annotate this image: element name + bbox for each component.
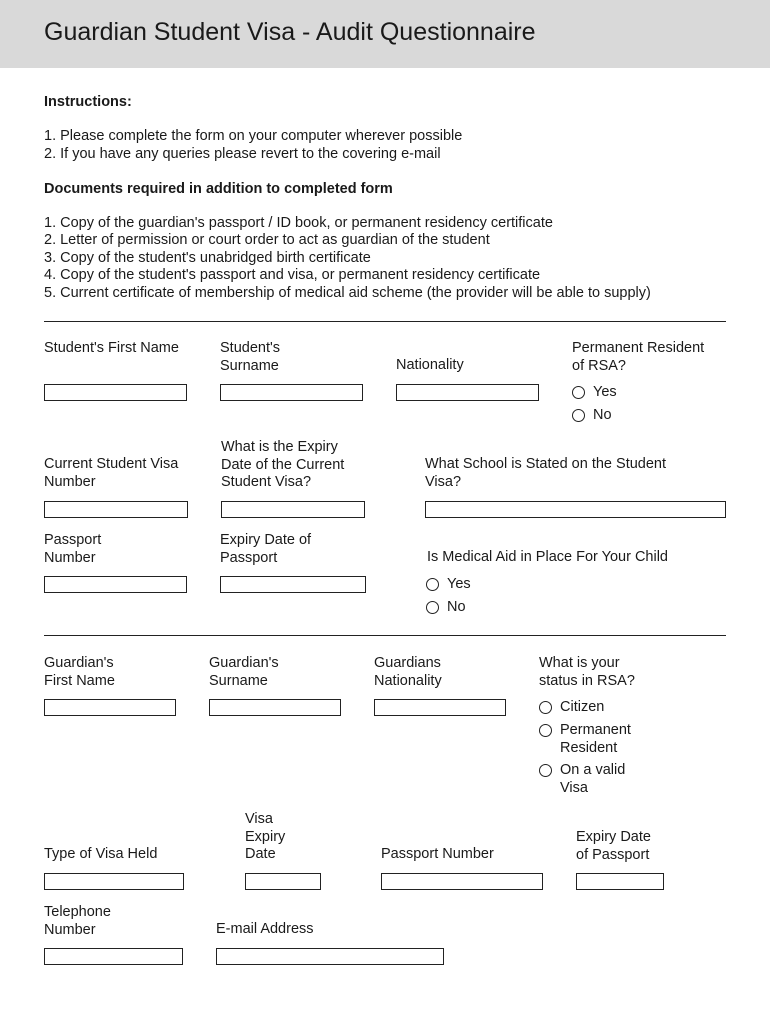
- passport-expiry-label: Expiry Date of Passport: [220, 532, 312, 566]
- permanent-resident-yes-radio[interactable]: [572, 384, 617, 402]
- guardian-passport-expiry-label: Expiry Date of Passport: [576, 829, 651, 863]
- status-permanent-resident-radio[interactable]: [539, 722, 649, 757]
- school-label: What School is Stated on the Student Visa?: [425, 456, 667, 490]
- permanent-resident-label: Permanent Resident of RSA?: [572, 340, 705, 374]
- radio-label: No: [593, 407, 612, 423]
- guardian-passport-expiry-input[interactable]: [576, 873, 664, 890]
- guardian-passport-number-input[interactable]: [381, 873, 543, 890]
- telephone-input[interactable]: [44, 948, 183, 965]
- guardian-first-name-label: Guardian's First Name: [44, 655, 115, 689]
- radio-circle[interactable]: [426, 578, 439, 591]
- medical-aid-yes-radio[interactable]: [426, 576, 471, 594]
- medical-aid-no-radio[interactable]: [426, 599, 466, 617]
- radio-label: No: [447, 599, 466, 615]
- telephone-label: Telephone Number: [44, 904, 111, 938]
- guardian-surname-input[interactable]: [209, 699, 341, 716]
- document-item: 1. Copy of the guardian's passport / ID book, or permanent residency certificate: [44, 215, 553, 231]
- radio-circle[interactable]: [572, 386, 585, 399]
- visa-expiry-label: What is the Expiry Date of the Current Student Visa?: [221, 439, 345, 490]
- radio-circle[interactable]: [426, 601, 439, 614]
- document-item: 5. Current certificate of membership of medical aid scheme (the provider will be able to supply): [44, 285, 651, 301]
- student-nationality-input[interactable]: [396, 384, 539, 401]
- document-item: 2. Letter of permission or court order to act as guardian of the student: [44, 232, 490, 248]
- guardian-nationality-input[interactable]: [374, 699, 506, 716]
- student-surname-input[interactable]: [220, 384, 363, 401]
- student-surname-label: Student's Surname: [220, 340, 281, 374]
- status-citizen-radio[interactable]: [539, 699, 659, 717]
- visa-number-label: Current Student Visa Number: [44, 456, 179, 490]
- radio-label: Permanent Resident: [560, 722, 631, 756]
- guardian-nationality-label: Guardians Nationality: [374, 655, 442, 689]
- radio-label: On a valid Visa: [560, 762, 626, 796]
- radio-circle[interactable]: [539, 701, 552, 714]
- section-divider: [44, 635, 726, 636]
- radio-label: Yes: [593, 384, 617, 400]
- passport-expiry-input[interactable]: [220, 576, 366, 593]
- page-title: Guardian Student Visa - Audit Questionnaire: [44, 18, 536, 46]
- section-divider: [44, 321, 726, 322]
- passport-number-label: Passport Number: [44, 532, 102, 566]
- visa-type-input[interactable]: [44, 873, 184, 890]
- guardian-first-name-input[interactable]: [44, 699, 176, 716]
- document-item: 3. Copy of the student's unabridged birth certificate: [44, 250, 371, 266]
- radio-label: Yes: [447, 576, 471, 592]
- status-valid-visa-radio[interactable]: [539, 762, 649, 797]
- visa-expiry-input[interactable]: [221, 501, 365, 518]
- passport-number-input[interactable]: [44, 576, 187, 593]
- radio-label: Citizen: [560, 699, 605, 715]
- permanent-resident-no-radio[interactable]: [572, 407, 612, 425]
- radio-circle[interactable]: [539, 724, 552, 737]
- student-first-name-label: Student's First Name: [44, 340, 179, 356]
- radio-circle[interactable]: [539, 764, 552, 777]
- documents-heading: Documents required in addition to completed form: [44, 181, 393, 197]
- radio-circle[interactable]: [572, 409, 585, 422]
- visa-number-input[interactable]: [44, 501, 188, 518]
- document-item: 4. Copy of the student's passport and visa, or permanent residency certificate: [44, 267, 541, 283]
- instruction-item: 1. Please complete the form on your computer wherever possible: [44, 128, 463, 144]
- guardian-surname-label: Guardian's Surname: [209, 655, 279, 689]
- medical-aid-label: Is Medical Aid in Place For Your Child: [427, 549, 668, 565]
- guardian-passport-number-label: Passport Number: [381, 846, 494, 862]
- guardian-status-label: What is your status in RSA?: [539, 655, 635, 689]
- visa-type-label: Type of Visa Held: [44, 846, 158, 862]
- email-input[interactable]: [216, 948, 444, 965]
- student-first-name-input[interactable]: [44, 384, 187, 401]
- guardian-visa-expiry-label: Visa Expiry Date: [245, 811, 286, 862]
- email-label: E-mail Address: [216, 921, 314, 937]
- guardian-visa-expiry-input[interactable]: [245, 873, 321, 890]
- page-header: [0, 0, 770, 68]
- instruction-item: 2. If you have any queries please revert to the covering e-mail: [44, 146, 441, 162]
- school-input[interactable]: [425, 501, 726, 518]
- student-nationality-label: Nationality: [396, 357, 464, 373]
- instructions-heading: Instructions:: [44, 94, 132, 110]
